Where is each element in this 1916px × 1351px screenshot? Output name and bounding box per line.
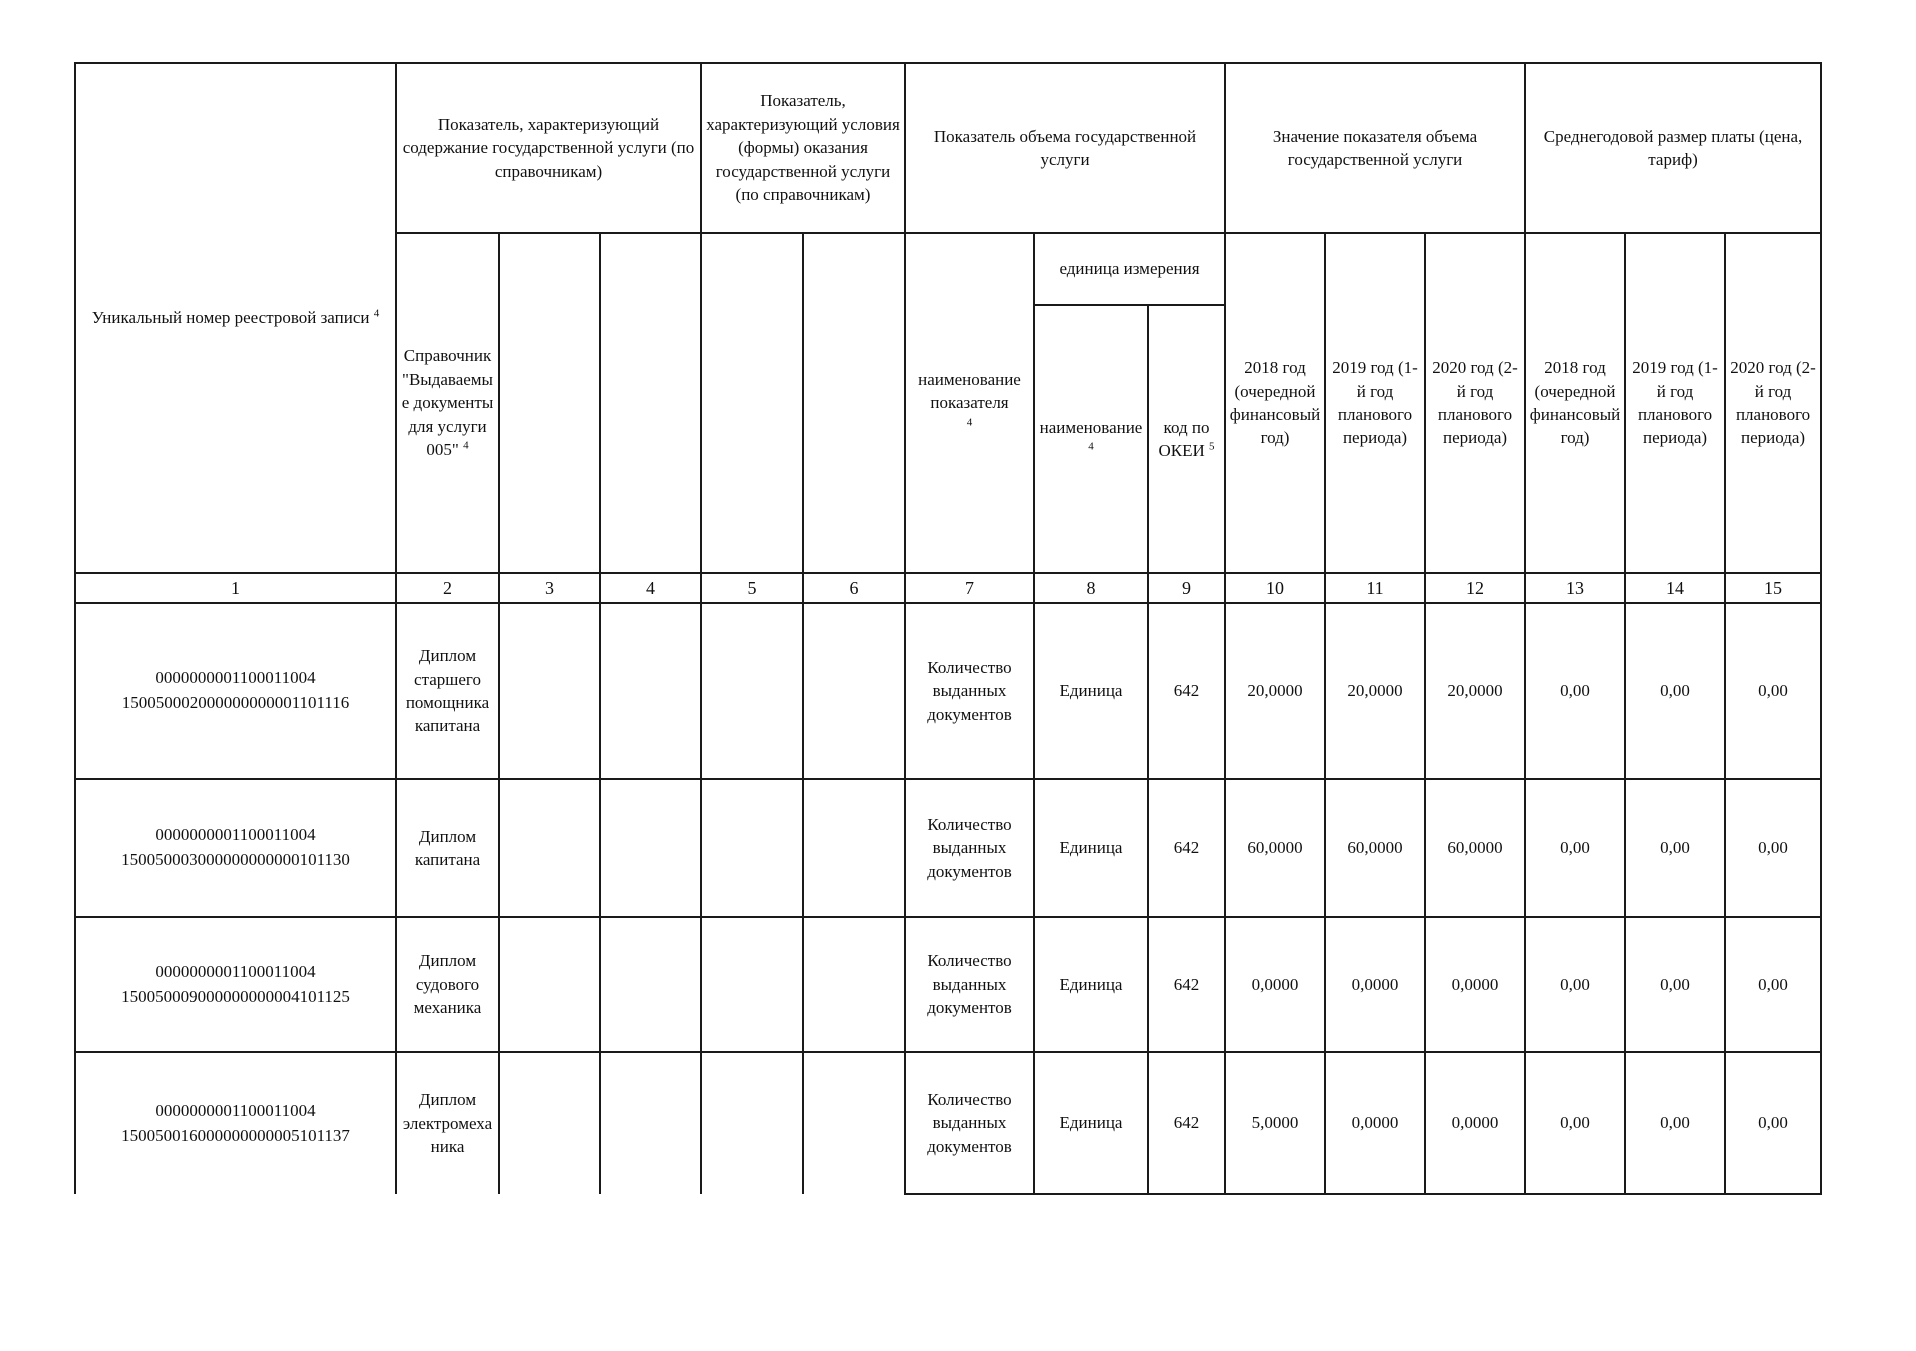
value-2019-cell: 60,0000 [1325, 779, 1425, 917]
empty-cell [803, 603, 905, 779]
unit-cell: Единица [1034, 917, 1148, 1052]
empty-cell [701, 603, 803, 779]
price-2018-cell: 0,00 [1525, 779, 1625, 917]
header-registry-number: Уникальный номер реестровой записи $^4$ [75, 63, 396, 573]
column-number-3: 3 [499, 573, 600, 603]
table-row [75, 603, 1821, 779]
price-2019-cell: 0,00 [1625, 917, 1725, 1052]
price-2018-cell: 0,00 [1525, 1052, 1625, 1194]
empty-cell [803, 1052, 905, 1194]
value-2020-cell: 60,0000 [1425, 779, 1525, 917]
empty-cell [600, 917, 701, 1052]
empty-cell [701, 779, 803, 917]
empty-cell [600, 603, 701, 779]
okei-cell: 642 [1148, 779, 1225, 917]
header-2019-price: 2019 год (1-й год планового периода) [1625, 233, 1725, 573]
column-number-2: 2 [396, 573, 499, 603]
column-number-8: 8 [1034, 573, 1148, 603]
header-2020-price: 2020 год (2-й год планового периода) [1725, 233, 1821, 573]
unit-cell: Единица [1034, 779, 1148, 917]
column-number-10: 10 [1225, 573, 1325, 603]
registry-number-cell: 0000000001100011004 150050009000000000004101125 [75, 917, 396, 1052]
value-2019-cell: 0,0000 [1325, 917, 1425, 1052]
header-2018-value: 2018 год (очередной финансовый год) [1225, 233, 1325, 573]
empty-cell [600, 1052, 701, 1194]
empty-cell [600, 779, 701, 917]
price-2019-cell: 0,00 [1625, 1052, 1725, 1194]
document-cell: Диплом судового механика [396, 917, 499, 1052]
empty-cell [701, 1052, 803, 1194]
registry-table-sheet [74, 62, 1820, 1195]
column-number-9: 9 [1148, 573, 1225, 603]
header-value-group: Значение показателя объема государственной услуги [1225, 63, 1525, 233]
registry-number-cell: 0000000001100011004 150050003000000000000101130 [75, 779, 396, 917]
column-number-1: 1 [75, 573, 396, 603]
empty-cell [499, 779, 600, 917]
table-row [75, 1052, 1821, 1194]
value-2018-cell: 20,0000 [1225, 603, 1325, 779]
indicator-cell: Количество выданных документов [905, 603, 1034, 779]
price-2020-cell: 0,00 [1725, 1052, 1821, 1194]
column-number-13: 13 [1525, 573, 1625, 603]
header-2018-price: 2018 год (очередной финансовый год) [1525, 233, 1625, 573]
price-2019-cell: 0,00 [1625, 779, 1725, 917]
value-2020-cell: 0,0000 [1425, 917, 1525, 1052]
okei-cell: 642 [1148, 1052, 1225, 1194]
document-cell: Диплом капитана [396, 779, 499, 917]
empty-cell [499, 603, 600, 779]
header-empty-3 [499, 233, 600, 573]
empty-cell [803, 917, 905, 1052]
header-price-group: Среднегодовой размер платы (цена, тариф) [1525, 63, 1821, 233]
column-number-6: 6 [803, 573, 905, 603]
unit-cell: Единица [1034, 603, 1148, 779]
empty-cell [803, 779, 905, 917]
service-volume-table [74, 62, 1822, 1195]
document-cell: Диплом старшего помощника капитана [396, 603, 499, 779]
header-2020-value: 2020 год (2-й год планового периода) [1425, 233, 1525, 573]
header-okei-code: код по ОКЕИ $^5$ [1148, 305, 1225, 573]
registry-number-cell: 0000000001100011004 150050002000000000001101116 [75, 603, 396, 779]
header-empty-4 [600, 233, 701, 573]
column-number-5: 5 [701, 573, 803, 603]
value-2018-cell: 60,0000 [1225, 779, 1325, 917]
column-number-7: 7 [905, 573, 1034, 603]
price-2018-cell: 0,00 [1525, 917, 1625, 1052]
indicator-cell: Количество выданных документов [905, 1052, 1034, 1194]
value-2019-cell: 20,0000 [1325, 603, 1425, 779]
value-2019-cell: 0,0000 [1325, 1052, 1425, 1194]
price-2020-cell: 0,00 [1725, 779, 1821, 917]
registry-number-cell: 0000000001100011004 150050016000000000005101137 [75, 1052, 396, 1194]
column-number-4: 4 [600, 573, 701, 603]
column-number-14: 14 [1625, 573, 1725, 603]
empty-cell [701, 917, 803, 1052]
column-number-15: 15 [1725, 573, 1821, 603]
price-2018-cell: 0,00 [1525, 603, 1625, 779]
header-conditions-group: Показатель, характеризующий условия (формы) оказания государственной услуги (по справочникам) [701, 63, 905, 233]
empty-cell [499, 1052, 600, 1194]
empty-cell [499, 917, 600, 1052]
header-volume-group: Показатель объема государственной услуги [905, 63, 1225, 233]
value-2018-cell: 0,0000 [1225, 917, 1325, 1052]
price-2019-cell: 0,00 [1625, 603, 1725, 779]
indicator-cell: Количество выданных документов [905, 779, 1034, 917]
table-row [75, 917, 1821, 1052]
header-spravochnik: Справочник "Выдаваемые документы для услуги 005" $^4$ [396, 233, 499, 573]
okei-cell: 642 [1148, 603, 1225, 779]
header-empty-6 [803, 233, 905, 573]
unit-cell: Единица [1034, 1052, 1148, 1194]
header-2019-value: 2019 год (1-й год планового периода) [1325, 233, 1425, 573]
value-2020-cell: 20,0000 [1425, 603, 1525, 779]
value-2020-cell: 0,0000 [1425, 1052, 1525, 1194]
table-row [75, 779, 1821, 917]
indicator-cell: Количество выданных документов [905, 917, 1034, 1052]
price-2020-cell: 0,00 [1725, 917, 1821, 1052]
price-2020-cell: 0,00 [1725, 603, 1821, 779]
document-cell: Диплом электромеханика [396, 1052, 499, 1194]
okei-cell: 642 [1148, 917, 1225, 1052]
column-number-11: 11 [1325, 573, 1425, 603]
column-number-12: 12 [1425, 573, 1525, 603]
header-unit-group: единица измерения [1034, 233, 1225, 305]
header-unit-name: наименование $^4$ [1034, 305, 1148, 573]
header-empty-5 [701, 233, 803, 573]
header-content-group: Показатель, характеризующий содержание государственной услуги (по справочникам) [396, 63, 701, 233]
value-2018-cell: 5,0000 [1225, 1052, 1325, 1194]
header-indicator-name: наименование показателя $^4$ [905, 233, 1034, 573]
